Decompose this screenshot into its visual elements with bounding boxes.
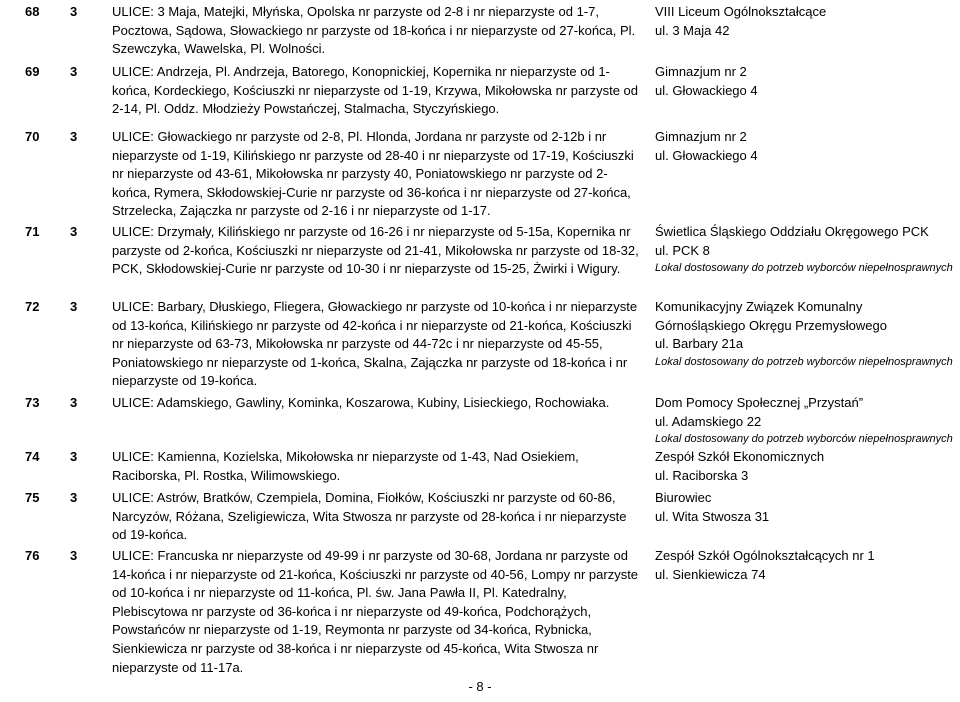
accessibility-note: Lokal dostosowany do potrzeb wyborców niepełnosprawnych: [655, 433, 953, 446]
location-name: Świetlica Śląskiego Oddziału Okręgowego PCK: [655, 224, 929, 239]
accessibility-note: Lokal dostosowany do potrzeb wyborców niepełnosprawnych: [655, 262, 953, 275]
location-address: ul. Sienkiewicza 74: [655, 566, 766, 582]
location-address: ul. Barbary 21a: [655, 336, 744, 352]
district-number: 76: [25, 547, 40, 563]
location-name-continued: Górnośląskiego Okręgu Przemysłowego: [655, 317, 887, 333]
streets-list: ULICE: Andrzeja, Pl. Andrzeja, Batorego, Konopnickiej, Kopernika nr nieparzyste od 1-końca, Kordeckiego, Kościuszki nr nieparzyste od 1-19, Krzywa, Mikołowska nr parzyste od 2-14, Pl. Oddz. Młodzieży Powstańczej, Stalmacha, Styczyńskiego.: [112, 64, 639, 117]
streets-list: ULICE: 3 Maja, Matejki, Młyńska, Opolska nr parzyste od 2-8 i nr nieparzyste od 1-7, Pocztowa, Sądowa, Słowackiego nr parzyste od 18-końca i nr nieparzyste od 27-końca, Pl. Szewczyka, Wawelska, Pl. Wolności.: [112, 4, 636, 57]
location-address: ul. Adamskiego 22: [655, 413, 762, 429]
polling-location: [645, 545, 960, 677]
seats-count: 3: [70, 394, 78, 410]
seats-count: 3: [70, 299, 78, 314]
location-address: ul. Wita Stwosza 31: [655, 508, 770, 524]
table-row: [0, 0, 960, 63]
location-name: Biurowiec: [655, 490, 712, 506]
seats-count: 3: [70, 224, 78, 239]
polling-location: [645, 0, 960, 63]
table-row: [0, 448, 960, 486]
seats-count: 3: [70, 129, 78, 144]
polling-location: [645, 298, 960, 391]
streets-list: ULICE: Kamienna, Kozielska, Mikołowska nr nieparzyste od 1-43, Nad Osiekiem, Raciborska, Pl. Rostka, Wilimowskiego.: [112, 449, 579, 483]
district-number: 72: [25, 299, 40, 314]
seats-count: 3: [70, 4, 78, 19]
polling-location: [645, 63, 960, 123]
district-number: 68: [25, 4, 40, 19]
accessibility-note: Lokal dostosowany do potrzeb wyborców niepełnosprawnych: [655, 355, 953, 368]
location-name: VIII Liceum Ogólnokształcące: [655, 4, 827, 19]
streets-list: ULICE: Głowackiego nr parzyste od 2-8, Pl. Hlonda, Jordana nr parzyste od 2-12b i nr nieparzyste od 1-19, Kilińskiego nr parzyste od 28-40 i nr nieparzyste od 17-19, Kościuszki nr nieparzyste od 43-61, Mikołowska nr parzysty 40, Poniatowskiego nr parzyste od 2-końca, Rymera, Skłodowskiej-Curie nr parzyste od 36-końca i nr nieparzyste od 27-końca, Strzelecka, Zajączka nr parzyste od 2-16 i nr nieparzyste od 1-17.: [112, 129, 634, 219]
streets-list: ULICE: Adamskiego, Gawliny, Kominka, Koszarowa, Kubiny, Lisieckiego, Rochowiaka.: [112, 394, 610, 410]
location-address: ul. PCK 8: [655, 242, 710, 258]
polling-location: [645, 486, 960, 545]
district-number: 70: [25, 129, 40, 144]
streets-list: ULICE: Astrów, Bratków, Czempiela, Domina, Fiołków, Kościuszki nr parzyste od 60-86, Narcyzów, Różana, Szeligiewicza, Wita Stwosza nr parzyste od 28-końca i nr nieparzyste od 19-końca.: [112, 490, 627, 543]
streets-list: ULICE: Francuska nr nieparzyste od 49-99 i nr parzyste od 30-68, Jordana nr parzyste od 14-końca i nr nieparzyste od 21-końca, Kościuszki nr parzyste od 40-56, Lompy nr parzyste od 10-końca i nr nieparzyste od 11-końca, Pl. św. Jana Pawła II, Pl. Katedralny, Plebiscytowa nr parzyste od 36-końca i nr nieparzyste od 49-końca, Podchorążych, Powstańców nr nieparzyste od 1-19, Reymonta nr parzyste od 34-końca, Rybnicka, Sienkiewicza nr parzyste od 38-końca i nr nieparzyste od 45-końca, Wita Stwosza nr nieparzyste od 11-17a.: [112, 547, 639, 675]
location-address: ul. 3 Maja 42: [655, 22, 730, 38]
streets-list: ULICE: Barbary, Dłuskiego, Fliegera, Głowackiego nr parzyste od 10-końca i nr nieparzyste od 13-końca, Kilińskiego nr parzyste od 42-końca i nr nieparzyste od 21-końca, Kościuszki nr nieparzyste od 63-73, Mikołowska nr parzyste od 44-72c i nr nieparzyste od 45-55, Poniatowskiego nr nieparzyste od 1-końca, Skalna, Zajączka nr parzyste od 18-końca i nr nieparzyste od 19-końca.: [112, 299, 638, 389]
location-name: Gimnazjum nr 2: [655, 129, 747, 144]
table-row: [0, 298, 960, 391]
location-address: ul. Głowackiego 4: [655, 82, 758, 98]
table-row: [0, 63, 960, 123]
district-number: 69: [25, 64, 40, 79]
table-row: [0, 123, 960, 223]
location-name: Zespół Szkół Ekonomicznych: [655, 449, 825, 465]
page-number: - 8 -: [468, 679, 492, 694]
table-row: [0, 223, 960, 298]
polling-location: [645, 448, 960, 486]
seats-count: 3: [70, 449, 78, 465]
location-name: Komunikacyjny Związek Komunalny: [655, 299, 863, 314]
location-address: ul. Raciborska 3: [655, 467, 749, 483]
table-row: [0, 486, 960, 545]
table-row: [0, 391, 960, 448]
district-number: 74: [25, 449, 40, 465]
location-name: Gimnazjum nr 2: [655, 64, 747, 79]
polling-location: [645, 391, 960, 448]
table-row: [0, 545, 960, 677]
location-name: Dom Pomocy Społecznej „Przystań”: [655, 394, 864, 410]
location-address: ul. Głowackiego 4: [655, 147, 758, 163]
streets-list: ULICE: Drzymały, Kilińskiego nr parzyste od 16-26 i nr nieparzyste od 5-15a, Kopernika nr parzyste od 2-końca, Kościuszki nr nieparzyste od 21-41, Mikołowska nr parzyste od 18-32, PCK, Skłodowskiej-Curie nr parzyste od 10-30 i nr nieparzyste od 15-25, Żwirki i Wigury.: [112, 224, 639, 277]
seats-count: 3: [70, 547, 78, 563]
location-name: Zespół Szkół Ogólnokształcących nr 1: [655, 547, 875, 563]
polling-location: [645, 123, 960, 223]
seats-count: 3: [70, 490, 78, 506]
polling-location: [645, 223, 960, 298]
district-number: 71: [25, 224, 40, 239]
seats-count: 3: [70, 64, 78, 79]
district-number: 75: [25, 490, 40, 506]
district-number: 73: [25, 394, 40, 410]
